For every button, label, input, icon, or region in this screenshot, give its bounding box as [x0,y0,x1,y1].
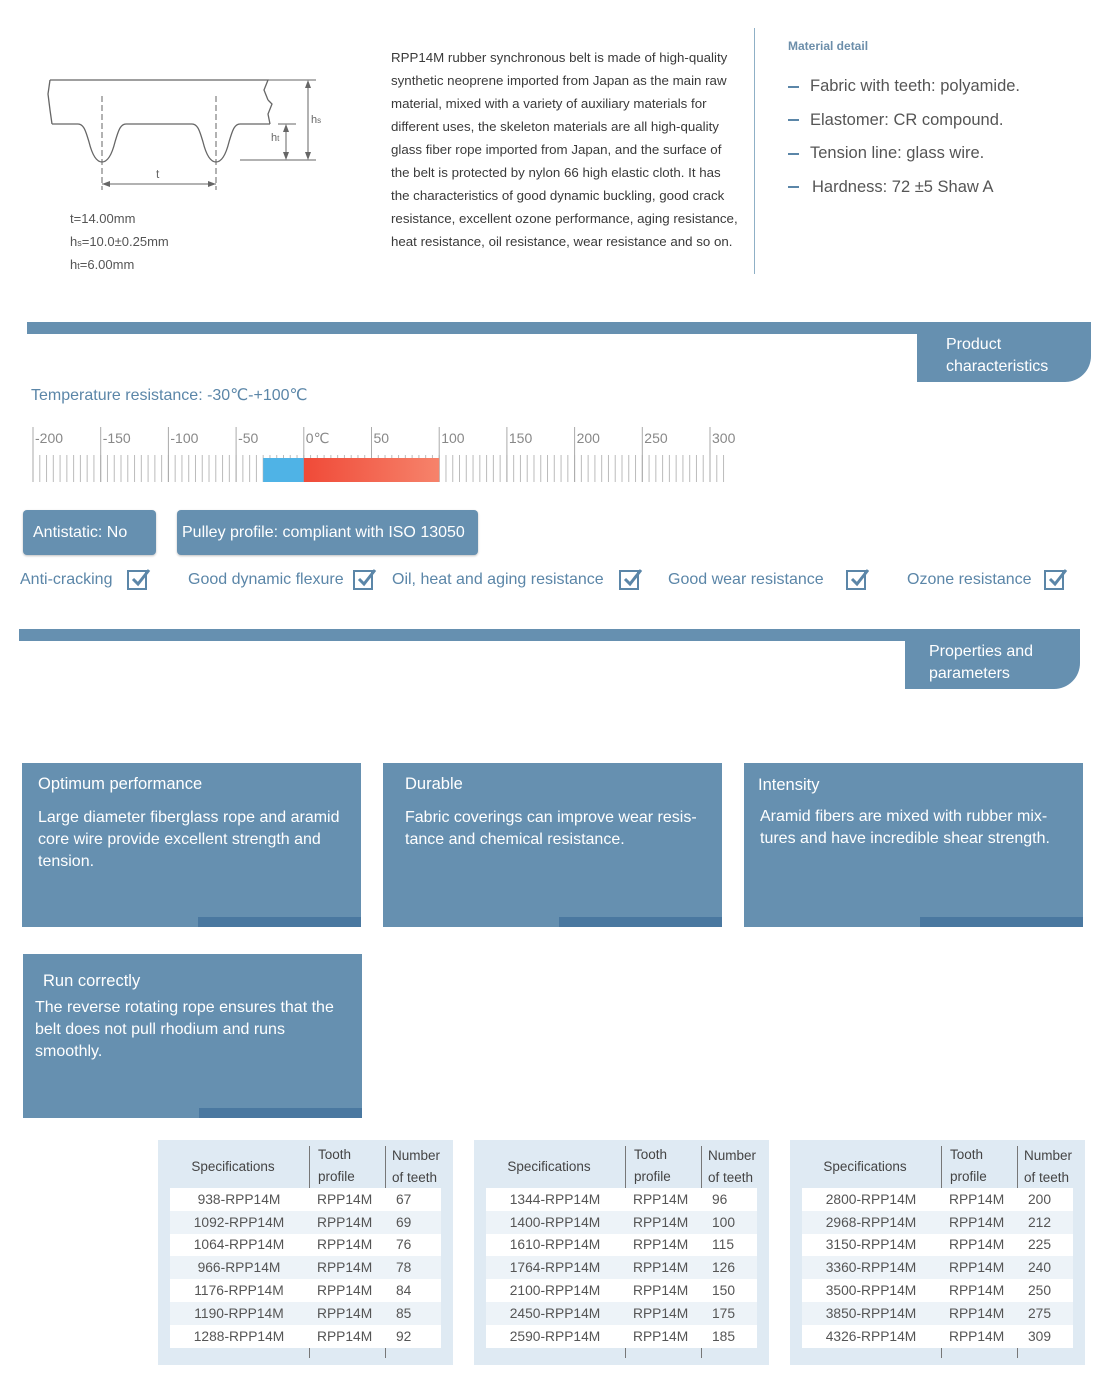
material-item: Elastomer: CR compound. [788,104,1020,138]
checkbox-checked-icon [353,570,373,590]
feature-label: Good dynamic flexure [188,571,344,588]
scale-label: 250 [644,430,668,446]
dash-icon [788,119,799,121]
cell-teeth-count: 250 [1028,1283,1052,1299]
t-label: t [156,167,160,181]
cell-tooth-profile: RPP14M [633,1283,689,1299]
spec-table [474,1140,769,1365]
table-row [486,1325,757,1348]
cell-specification: 966-RPP14M [197,1260,281,1276]
temperature-title: Temperature resistance: -30℃-+100℃ [31,387,308,404]
scale-label: -50 [238,430,259,446]
cell-specification: 1344-RPP14M [509,1191,601,1207]
dash-icon [788,186,799,188]
card-title: Run correctly [43,972,141,990]
scale-label: 300 [712,430,736,446]
cell-specification: 1288-RPP14M [193,1328,285,1344]
cell-teeth-count: 309 [1028,1328,1052,1344]
dimension-row: hs=10.0±0.25mm [70,234,169,249]
table-row [170,1188,441,1211]
cell-specification: 1190-RPP14M [194,1305,284,1321]
cell-tooth-profile: RPP14M [949,1283,1005,1299]
cell-tooth-profile: RPP14M [317,1260,373,1276]
section-tab-characteristics: Product characteristics [917,332,1091,382]
header-tooth-profile: Tooth profile [634,1147,671,1184]
card-accent [199,1108,362,1118]
checkbox-checked-icon [846,570,866,590]
scale-label: 50 [373,430,390,446]
cell-teeth-count: 85 [396,1305,412,1321]
table-row [486,1256,757,1279]
cell-specification: 1092-RPP14M [193,1214,285,1230]
table-row [170,1234,441,1257]
card-body: The reverse rotating rope ensures that the belt does not pull rhodium and runs smoothly. [35,999,334,1060]
card-body: Fabric coverings can improve wear resis-tance and chemical resistance. [405,809,697,848]
table-header [790,1140,1085,1188]
cell-specification: 2968-RPP14M [825,1214,917,1230]
cell-specification: 3150-RPP14M [825,1237,917,1253]
material-item: Fabric with teeth: polyamide. [788,70,1020,104]
cell-specification: 1764-RPP14M [509,1260,601,1276]
card-body: Large diameter fiberglass rope and aramid core wire provide excellent strength and tension. [38,809,340,870]
dimension-row: ht=6.00mm [70,257,135,272]
cell-specification: 1176-RPP14M [194,1283,284,1299]
scale-label: 0℃ [305,430,330,446]
card-accent [559,917,722,927]
cell-tooth-profile: RPP14M [949,1191,1005,1207]
cell-specification: 3360-RPP14M [825,1260,917,1276]
cell-teeth-count: 225 [1028,1237,1052,1253]
cell-teeth-count: 275 [1028,1305,1052,1321]
card-title: Durable [405,775,463,793]
hot-range-bar [304,458,439,482]
cell-teeth-count: 150 [712,1283,736,1299]
feature-item [668,570,866,590]
header-tooth-profile: Tooth profile [950,1147,987,1184]
table-row [486,1234,757,1257]
table-row [802,1234,1073,1257]
cell-tooth-profile: RPP14M [949,1305,1005,1321]
cell-specification: 2590-RPP14M [509,1328,601,1344]
feature-item [392,570,639,590]
cell-tooth-profile: RPP14M [633,1328,689,1344]
cell-specification: 1064-RPP14M [193,1237,285,1253]
cell-teeth-count: 76 [396,1237,412,1253]
card-run-correctly [23,954,362,1118]
tooth-profile-diagram [40,70,340,200]
table-row [802,1279,1073,1302]
cell-specification: 938-RPP14M [197,1191,281,1207]
material-detail-list [788,70,1020,204]
dimension-row: t=14.00mm [70,211,136,226]
card-body: Aramid fibers are mixed with rubber mix-tures and have incredible shear strength. [760,808,1050,847]
scale-label: 200 [576,430,600,446]
feature-label: Ozone resistance [907,571,1032,588]
card-durable [383,763,722,927]
table-row [170,1302,441,1325]
material-item: Tension line: glass wire. [788,137,1020,171]
divider [754,28,755,274]
cell-teeth-count: 67 [396,1191,412,1207]
feature-item [188,570,373,590]
table-header [158,1140,453,1188]
checkbox-checked-icon [1044,570,1064,590]
dimension-list [70,208,169,277]
cell-specification: 4326-RPP14M [825,1328,917,1344]
table-row [802,1188,1073,1211]
header-number-of-teeth: Number of teeth [392,1148,441,1185]
cell-teeth-count: 185 [712,1328,736,1344]
checkbox-checked-icon [127,570,147,590]
feature-item [907,570,1064,590]
header-number-of-teeth: Number of teeth [708,1148,757,1185]
scale-label: 100 [441,430,465,446]
feature-label: Good wear resistance [668,571,824,588]
cell-tooth-profile: RPP14M [633,1191,689,1207]
header-number-of-teeth: Number of teeth [1024,1148,1073,1185]
cell-tooth-profile: RPP14M [633,1305,689,1321]
cell-specification: 1610-RPP14M [509,1237,601,1253]
table-row [170,1279,441,1302]
hs-label: hs [311,114,322,126]
cell-specification: 2100-RPP14M [509,1283,601,1299]
cell-tooth-profile: RPP14M [633,1260,689,1276]
header-specifications: Specifications [823,1159,907,1174]
cell-teeth-count: 78 [396,1260,412,1276]
feature-label: Oil, heat and aging resistance [392,571,604,588]
feature-item [20,570,147,590]
table-row [486,1302,757,1325]
table-header [474,1140,769,1188]
card-accent [920,917,1083,927]
cell-teeth-count: 84 [396,1283,412,1299]
material-item: Hardness: 72 ±5 Shaw A [788,171,1020,205]
cell-tooth-profile: RPP14M [949,1214,1005,1230]
cell-specification: 2800-RPP14M [825,1191,917,1207]
scale-label: -150 [102,430,131,446]
cell-specification: 2450-RPP14M [509,1305,601,1321]
cell-teeth-count: 96 [712,1191,728,1207]
cell-teeth-count: 100 [712,1214,736,1230]
table-row [802,1256,1073,1279]
cell-specification: 3500-RPP14M [825,1283,917,1299]
scale-label: -200 [35,430,64,446]
cell-tooth-profile: RPP14M [949,1237,1005,1253]
table-row [170,1256,441,1279]
spec-table [790,1140,1085,1365]
spec-table [158,1140,453,1365]
table-row [486,1211,757,1234]
header-specifications: Specifications [191,1159,275,1174]
table-row [802,1302,1073,1325]
cell-teeth-count: 115 [712,1237,734,1253]
cold-range-bar [263,458,304,482]
temperature-scale [31,425,791,487]
scale-label: 150 [508,430,533,446]
cell-tooth-profile: RPP14M [633,1214,689,1230]
cell-teeth-count: 240 [1028,1260,1052,1276]
cell-tooth-profile: RPP14M [317,1305,373,1321]
dash-icon [788,153,799,155]
cell-tooth-profile: RPP14M [633,1237,689,1253]
cell-specification: 3850-RPP14M [825,1305,917,1321]
checkbox-checked-icon [619,570,639,590]
card-intensity [744,763,1083,927]
cell-teeth-count: 200 [1028,1191,1052,1207]
scale-label: -100 [170,430,199,446]
cell-specification: 1400-RPP14M [509,1214,601,1230]
cell-teeth-count: 92 [396,1328,412,1344]
product-description: RPP14M rubber synchronous belt is made of high-quality synthetic neoprene imported from Japan as the main raw material, mixed with a variety of auxiliary materials for different uses, the skeleton materials are all high-quality glass fiber rope imported from Japan, and the surface of the belt is protected by nylon 66 high elastic cloth. It has the characteristics of good dynamic buckling, good crack resistance, excellent ozone performance, aging resistance, heat resistance, oil resistance, wear resistance and so on. [391,50,738,249]
cell-tooth-profile: RPP14M [949,1328,1005,1344]
table-row [802,1325,1073,1348]
card-optimum-performance [22,763,361,927]
cell-tooth-profile: RPP14M [317,1191,373,1207]
table-row [802,1211,1073,1234]
cell-teeth-count: 126 [712,1260,736,1276]
cell-tooth-profile: RPP14M [317,1214,373,1230]
dash-icon [788,86,799,88]
feature-label: Anti-cracking [20,571,113,588]
ht-label: ht [271,132,280,144]
table-row [486,1279,757,1302]
cell-tooth-profile: RPP14M [317,1283,373,1299]
card-title: Optimum performance [38,775,203,793]
header-specifications: Specifications [507,1159,591,1174]
card-accent [198,917,361,927]
material-detail-title: Material detail [788,39,869,53]
cell-tooth-profile: RPP14M [317,1328,373,1344]
section-tab-parameters: Properties and parameters [905,639,1080,689]
table-row [170,1211,441,1234]
temperature-ruler [31,425,791,487]
cell-tooth-profile: RPP14M [949,1260,1005,1276]
pulley-profile-badge: Pulley profile: compliant with ISO 13050 [177,510,478,555]
table-row [486,1188,757,1211]
cell-tooth-profile: RPP14M [317,1237,373,1253]
antistatic-badge: Antistatic: No [23,510,156,555]
card-title: Intensity [758,776,820,794]
header-tooth-profile: Tooth profile [318,1147,355,1184]
cell-teeth-count: 69 [396,1214,412,1230]
table-row [170,1325,441,1348]
cell-teeth-count: 175 [712,1305,736,1321]
cell-teeth-count: 212 [1028,1214,1052,1230]
